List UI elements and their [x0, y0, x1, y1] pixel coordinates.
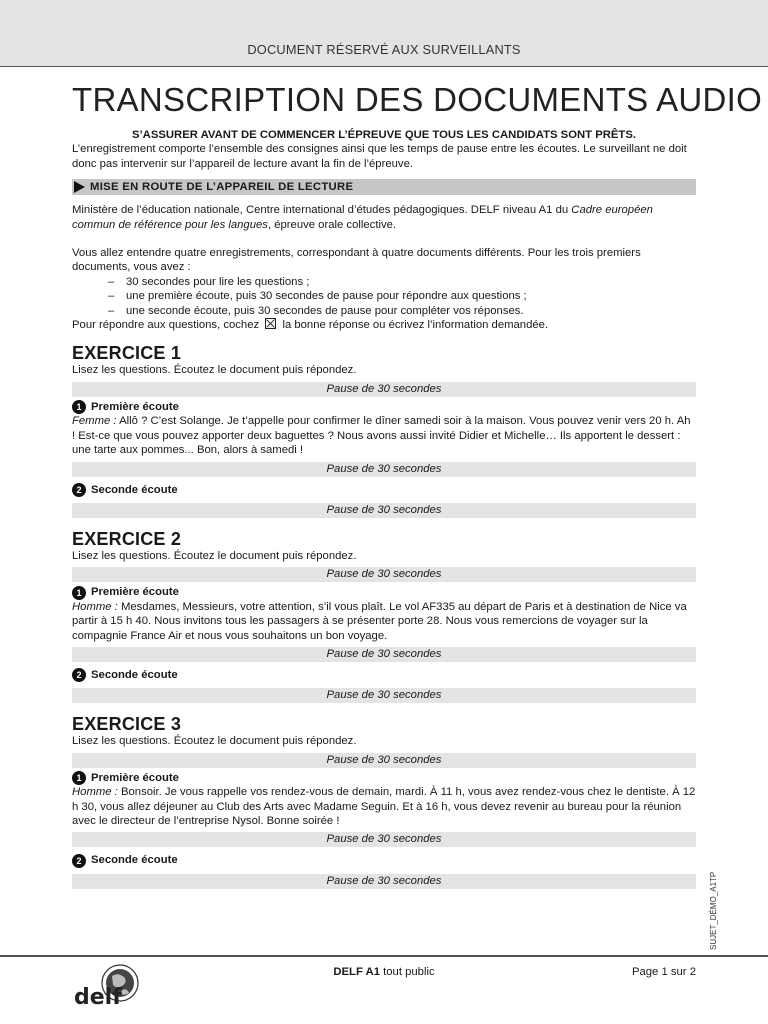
- number-one-icon: 1: [72, 400, 86, 414]
- reserved-notice: DOCUMENT RÉSERVÉ AUX SURVEILLANTS: [247, 42, 521, 57]
- pause-bar: Pause de 30 secondes: [72, 753, 696, 768]
- answer-text-end: la bonne réponse ou écrivez l’information demandée.: [282, 319, 549, 332]
- checked-box-icon: [265, 318, 276, 329]
- footer-audience: tout public: [380, 966, 435, 978]
- second-listen-label: Seconde écoute: [91, 668, 178, 681]
- second-listen-heading: [72, 668, 696, 682]
- document-code: SUJET_DÉMO_A1TP: [709, 871, 718, 950]
- exercise-2: [72, 529, 696, 703]
- number-two-icon: 2: [72, 668, 86, 682]
- speaker: Homme :: [72, 600, 118, 613]
- first-listen-label: Première écoute: [91, 771, 179, 784]
- pause-bar: Pause de 30 secondes: [72, 567, 696, 582]
- pause-bar: Pause de 30 secondes: [72, 382, 696, 397]
- exercise-title: EXERCICE 2: [72, 528, 182, 549]
- instructions-list: [72, 275, 696, 318]
- exercise-1: [72, 343, 696, 517]
- transcript: [72, 785, 696, 828]
- document-body: [72, 78, 763, 889]
- number-two-icon: 2: [72, 483, 86, 497]
- ministry-italic: Cadre européen commun de référence pour les langues: [72, 204, 653, 231]
- header-band: [0, 0, 768, 67]
- second-listen-heading: [72, 853, 696, 867]
- list-item: – une première écoute, puis 30 secondes de pause pour répondre aux questions ;: [108, 289, 696, 303]
- transcript-text: Mesdames, Messieurs, votre attention, s’il vous plaît. Le vol AF335 au départ de Paris et à destination de Nice va partir à 15 h 40. Nous invitons tous les passagers à se présenter porte 28. Nous vous remercions de voyager sur la compagnie France Air et nous vous souhaitons un bon voyage.: [72, 600, 687, 642]
- transcript: [72, 600, 696, 643]
- pause-bar: Pause de 30 secondes: [72, 647, 696, 662]
- first-listen-heading: [72, 585, 696, 599]
- first-listen-label: Première écoute: [91, 400, 179, 413]
- pause-bar: Pause de 30 secondes: [72, 503, 696, 518]
- number-one-icon: 1: [72, 586, 86, 600]
- pause-bar: Pause de 30 secondes: [72, 688, 696, 703]
- exercise-title: EXERCICE 1: [72, 343, 182, 364]
- section-heading: [72, 179, 696, 195]
- exercise-instruction: Lisez les questions. Écoutez le document puis répondez.: [72, 364, 357, 377]
- number-one-icon: 1: [72, 771, 86, 785]
- first-listen-heading: [72, 771, 696, 785]
- pause-bar: Pause de 30 secondes: [72, 832, 696, 847]
- section-heading-label: MISE EN ROUTE DE L’APPAREIL DE LECTURE: [90, 181, 354, 194]
- list-item: – 30 secondes pour lire les questions ;: [108, 275, 696, 289]
- instructions-intro: Vous allez entendre quatre enregistrements, correspondant à quatre documents différents. Pour les trois premiers documents, vous avez :: [72, 247, 641, 274]
- svg-text:delf: delf: [74, 985, 122, 1008]
- exercise-instruction: Lisez les questions. Écoutez le document puis répondez.: [72, 549, 357, 562]
- transcript-text: Allô ? C’est Solange. Je t’appelle pour confirmer le dîner samedi soir à la maison. Vous pouvez venir vers 20 h. Ah ! Est-ce que vous pouvez apporter deux baguettes ? Nous avons aussi invité Didier et Michelle… Ils apportent le dessert : une tarte aux pommes... Bon, alors à samedi !: [72, 415, 691, 457]
- exercise-3: [72, 714, 696, 888]
- play-icon: [74, 181, 85, 193]
- footer-divider: [0, 955, 768, 957]
- second-listen-label: Seconde écoute: [91, 854, 178, 867]
- ready-notice: S’ASSURER AVANT DE COMMENCER L’ÉPREUVE QUE TOUS LES CANDIDATS SONT PRÊTS.: [131, 129, 637, 141]
- transcript: [72, 414, 696, 457]
- ministry-paragraph: [72, 203, 696, 232]
- footer-brand: DELF A1: [333, 966, 380, 978]
- exercise-title: EXERCICE 3: [72, 714, 182, 735]
- number-two-icon: 2: [72, 854, 86, 868]
- pause-bar: Pause de 30 secondes: [72, 874, 696, 889]
- transcript-text: Bonsoir. Je vous rappelle vos rendez-vous de demain, mardi. À 11 h, vous avez rendez-vous chez le dentiste. À 12 h 30, vous allez déjeuner au Club des Arts avec Madame Seguin. Et à 16 h, vous devez revenir au bureau pour la réunion avec le directeur de l’entreprise Nysol. Bonne soirée !: [72, 786, 696, 827]
- pause-bar: Pause de 30 secondes: [72, 462, 696, 477]
- answer-text: Pour répondre aux questions, cochez: [72, 319, 260, 332]
- speaker: Homme :: [72, 786, 118, 799]
- first-listen-label: Première écoute: [91, 586, 179, 599]
- speaker: Femme :: [72, 415, 117, 428]
- second-listen-heading: [72, 483, 696, 497]
- page-title: TRANSCRIPTION DES DOCUMENTS AUDIO: [72, 81, 763, 118]
- intro-paragraph: L’enregistrement comporte l’ensemble des consignes ainsi que les temps de pause entre les écoutes. Le surveillant ne doit donc pas intervenir sur l’appareil de lecture avant la fin de l’épreuve.: [72, 143, 687, 170]
- page-number: Page 1 sur 2: [631, 966, 696, 978]
- first-listen-heading: [72, 400, 696, 414]
- answer-instruction: [72, 318, 696, 332]
- second-listen-label: Seconde écoute: [91, 483, 178, 496]
- ministry-text-end: , épreuve orale collective.: [267, 218, 397, 231]
- exercise-instruction: Lisez les questions. Écoutez le document puis répondez.: [72, 735, 357, 748]
- ministry-text: Ministère de l’éducation nationale, Centre international d’études pédagogiques. DELF niveau A1 du: [72, 204, 572, 217]
- list-item: – une seconde écoute, puis 30 secondes de pause pour compléter vos réponses.: [108, 304, 696, 318]
